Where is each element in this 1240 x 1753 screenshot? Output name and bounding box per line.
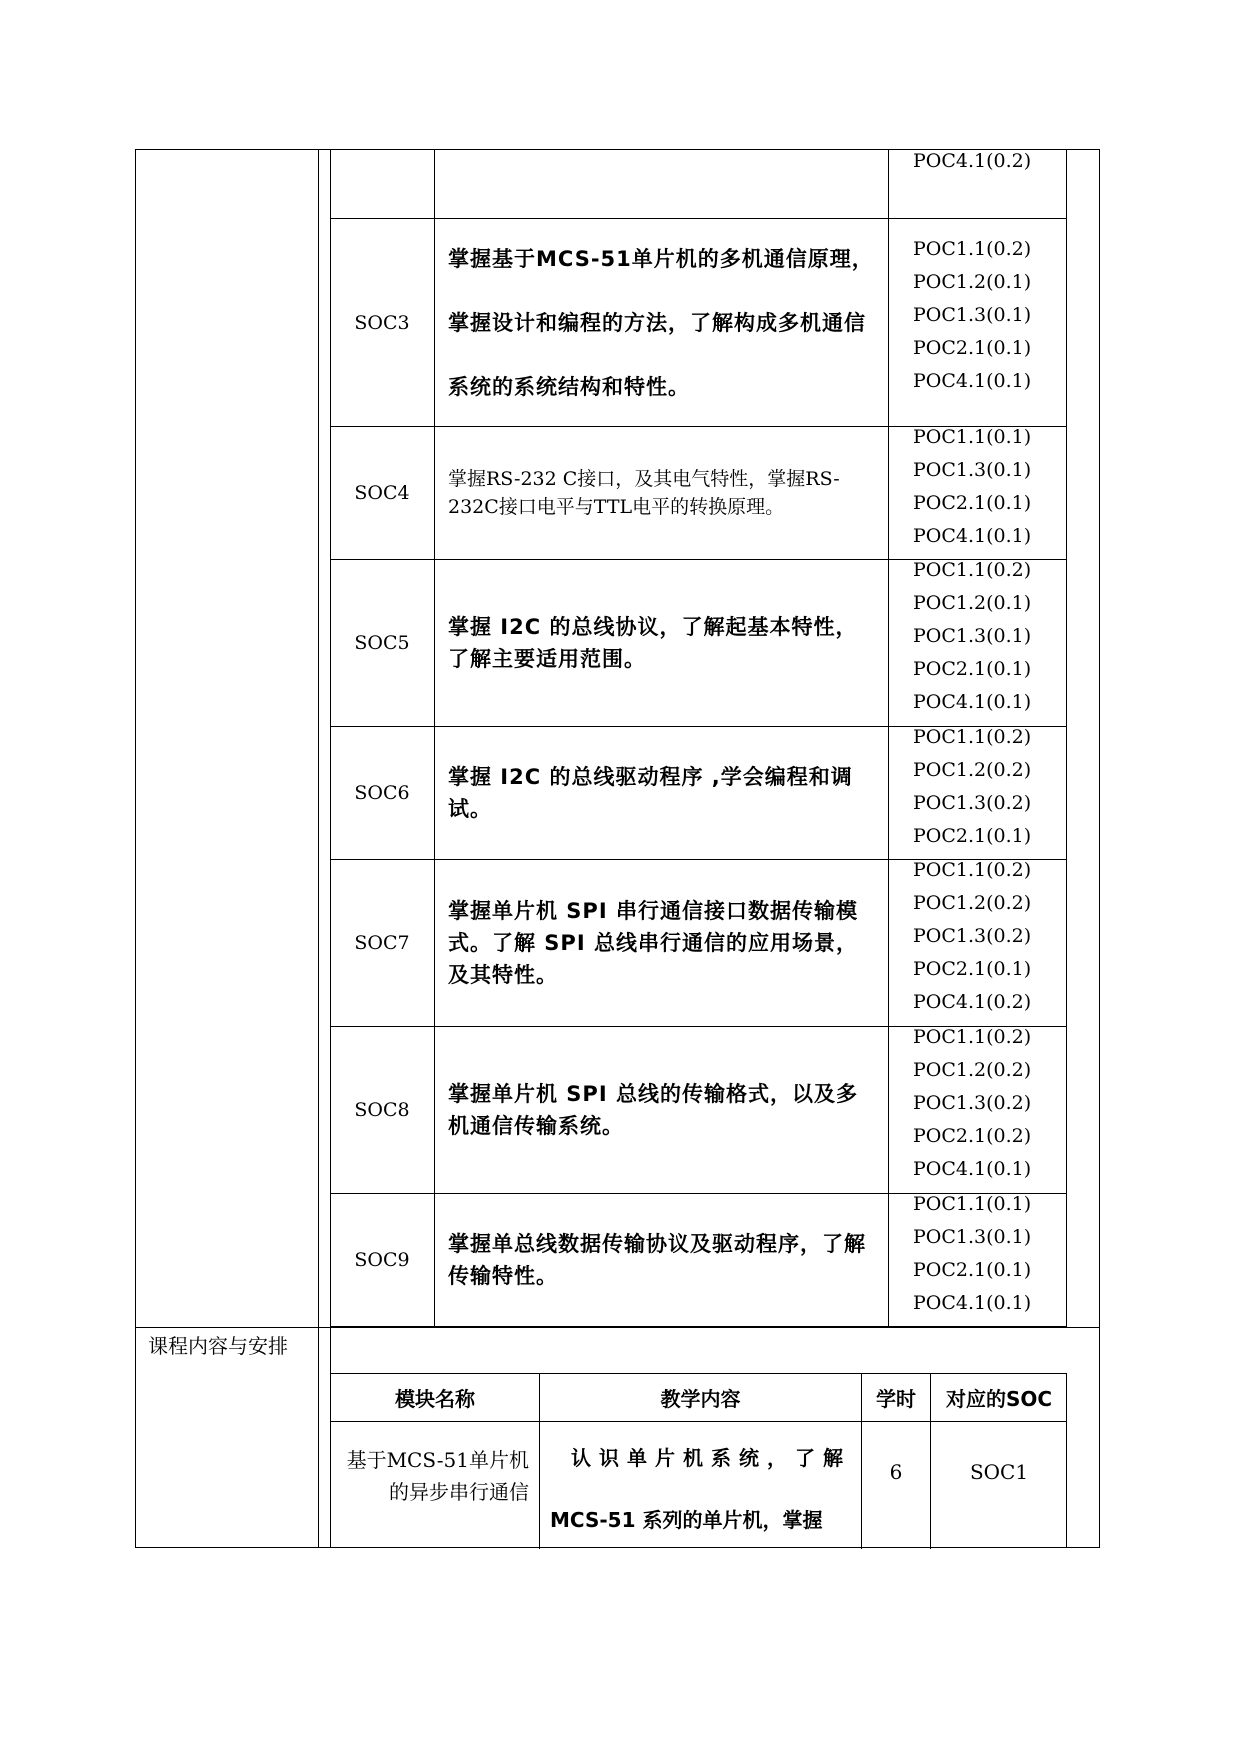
poc-value: POC2.1(0.1) [913, 492, 1032, 514]
header-content: 教学内容 [540, 1374, 862, 1422]
poc-value: POC1.3(0.2) [913, 792, 1032, 814]
poc-value: POC1.3(0.1) [913, 625, 1032, 647]
frame-divider [318, 149, 319, 1548]
poc-value: POC2.1(0.2) [913, 1125, 1032, 1147]
poc-value: POC1.1(0.2) [913, 859, 1032, 881]
poc-value: POC1.1(0.1) [913, 1193, 1032, 1215]
schedule-table [330, 1373, 1067, 1548]
desc-cell [435, 1027, 889, 1193]
poc-value: POC1.1(0.2) [913, 559, 1032, 581]
soc-cell [931, 1422, 1067, 1549]
poc-cell [889, 860, 1066, 1026]
poc-value: POC1.2(0.1) [913, 592, 1032, 614]
module-cell [331, 1422, 540, 1549]
poc-value: POC1.1(0.2) [913, 238, 1032, 260]
header-module: 模块名称 [331, 1374, 540, 1422]
poc-value: POC1.2(0.1) [913, 271, 1032, 293]
desc-cell [435, 1194, 889, 1326]
poc-value: POC2.1(0.1) [913, 825, 1032, 847]
poc-value: POC2.1(0.1) [913, 337, 1032, 359]
poc-value: POC4.1(0.2) [913, 991, 1032, 1013]
soc-row [330, 560, 1066, 727]
section-divider [135, 1327, 1100, 1328]
soc-cell [330, 149, 435, 218]
soc-id: SOC5 [330, 560, 435, 726]
poc-value: POC1.1(0.2) [913, 726, 1032, 748]
course-content-label: 课程内容与安排 [148, 1334, 288, 1358]
poc-value: POC2.1(0.1) [913, 658, 1032, 680]
soc-description: 掌握 I2C 的总线协议，了解起基本特性，了解主要适用范围。 [448, 615, 858, 671]
poc-cell [889, 149, 1066, 218]
poc-cell [889, 1194, 1066, 1326]
soc-id: SOC4 [330, 427, 435, 559]
poc-value: POC1.2(0.2) [913, 759, 1032, 781]
soc-description: 掌握基于MCS-51单片机的多机通信原理，掌握设计和编程的方法，了解构成多机通信系统的系统结构和特性。 [448, 246, 874, 399]
poc-cell [889, 219, 1066, 426]
poc-value: POC4.1(0.1) [913, 1292, 1032, 1314]
poc-value: POC1.1(0.2) [913, 1026, 1032, 1048]
soc-id: SOC3 [330, 219, 435, 426]
poc-value: POC4.1(0.2) [913, 150, 1032, 172]
soc-description: 掌握单总线数据传输协议及驱动程序，了解传输特性。 [448, 1232, 866, 1288]
poc-cell [889, 560, 1066, 726]
poc-value: POC1.3(0.2) [913, 1092, 1032, 1114]
poc-value: POC1.1(0.1) [913, 426, 1032, 448]
poc-value: POC1.2(0.2) [913, 892, 1032, 914]
frame-divider-right [1066, 149, 1067, 1327]
desc-cell [435, 727, 889, 859]
hours-value: 6 [889, 1460, 903, 1484]
desc-cell [435, 427, 889, 559]
poc-value: POC1.3(0.1) [913, 459, 1032, 481]
poc-cell [889, 727, 1066, 859]
poc-value: POC4.1(0.1) [913, 370, 1032, 392]
poc-value: POC4.1(0.1) [913, 691, 1032, 713]
content-line: 认识单片机系统，了解 [571, 1446, 851, 1470]
poc-value: POC1.3(0.2) [913, 925, 1032, 947]
soc-row-partial [330, 149, 1066, 219]
soc-id: SOC7 [330, 860, 435, 1026]
poc-value: POC2.1(0.1) [913, 1259, 1032, 1281]
poc-value: POC4.1(0.1) [913, 525, 1032, 547]
poc-value: POC1.2(0.2) [913, 1059, 1032, 1081]
soc-row [330, 860, 1066, 1027]
poc-cell [889, 427, 1066, 559]
soc-row [330, 219, 1066, 427]
module-name: 基于MCS-51单片机的异步串行通信 [346, 1448, 529, 1504]
poc-value: POC2.1(0.1) [913, 958, 1032, 980]
desc-cell [435, 560, 889, 726]
header-soc: 对应的SOC [931, 1374, 1067, 1422]
content-line: MCS-51 系列的单片机，掌握 [550, 1508, 823, 1532]
poc-cell [889, 1027, 1066, 1193]
soc-description: 掌握RS-232 C接口，及其电气特性，掌握RS-232C接口电平与TTL电平的转换原理。 [448, 468, 840, 518]
soc-value: SOC1 [969, 1460, 1029, 1484]
soc-id: SOC9 [330, 1194, 435, 1326]
soc-row [330, 427, 1066, 560]
soc-row [330, 1194, 1066, 1327]
desc-cell [435, 860, 889, 1026]
header-hours: 学时 [862, 1374, 931, 1422]
soc-description: 掌握单片机 SPI 串行通信接口数据传输模式。了解 SPI 总线串行通信的应用场景，及其特性。 [448, 899, 858, 987]
soc-id: SOC8 [330, 1027, 435, 1193]
desc-cell [435, 149, 889, 218]
soc-id: SOC6 [330, 727, 435, 859]
poc-value: POC4.1(0.1) [913, 1158, 1032, 1180]
soc-description: 掌握 I2C 的总线驱动程序 ,学会编程和调试。 [448, 765, 853, 821]
hours-cell [862, 1422, 931, 1549]
poc-value: POC1.3(0.1) [913, 1226, 1032, 1248]
desc-cell [435, 219, 889, 426]
poc-value: POC1.3(0.1) [913, 304, 1032, 326]
soc-row [330, 1027, 1066, 1194]
content-cell [540, 1422, 862, 1549]
soc-description: 掌握单片机 SPI 总线的传输格式，以及多机通信传输系统。 [448, 1082, 858, 1138]
soc-row [330, 727, 1066, 860]
